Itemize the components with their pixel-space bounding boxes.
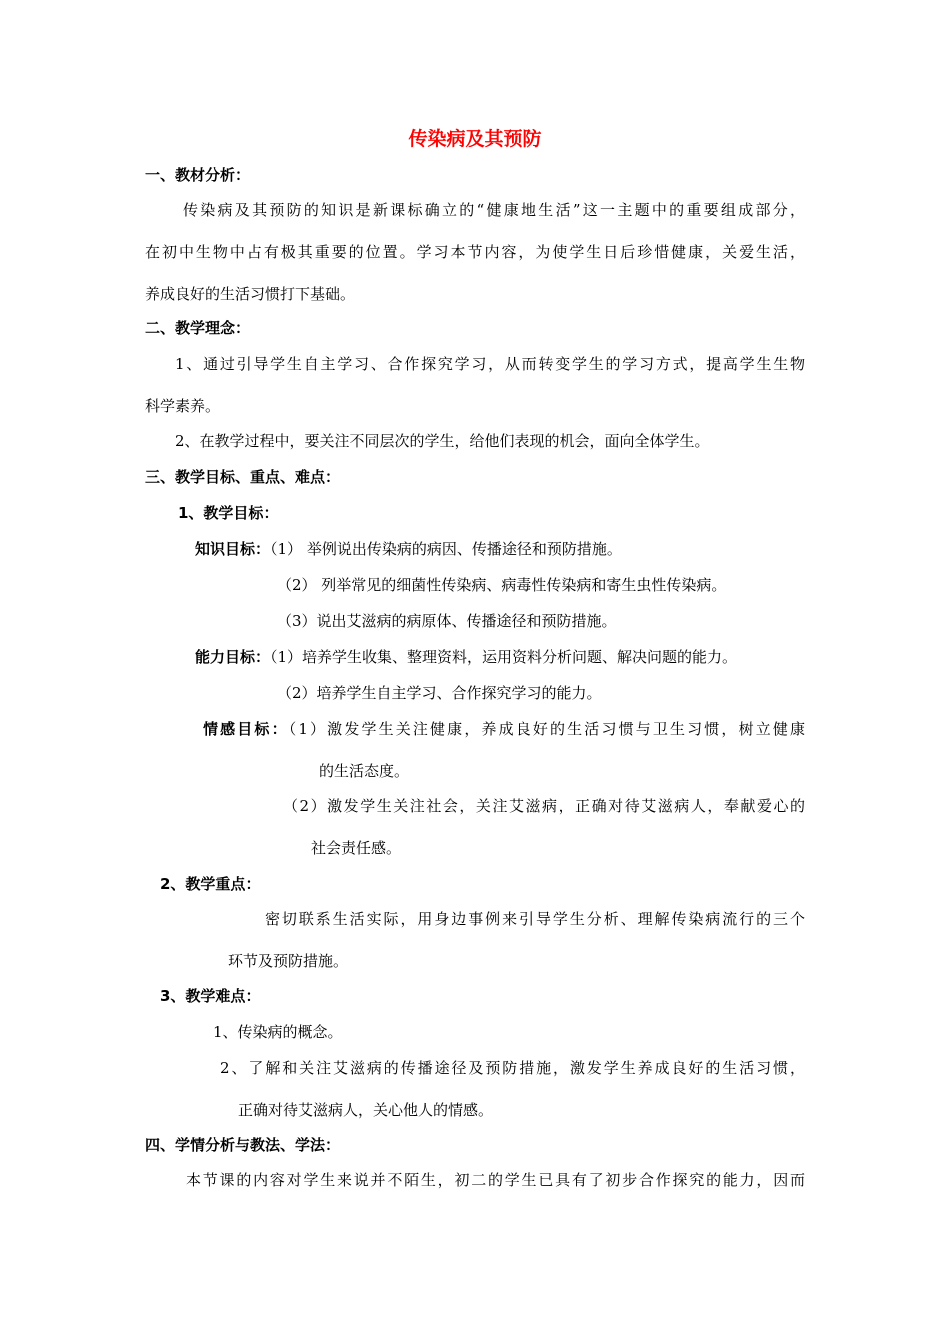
emotion-goal-label: 情感目标： bbox=[203, 720, 289, 738]
key-points-line: 环节及预防措施。 bbox=[228, 952, 349, 970]
emotion-goal-1: （1）激发学生关注健康，养成良好的生活习惯与卫生习惯，树立健康 bbox=[288, 720, 805, 738]
knowledge-goal-label: 知识目标： bbox=[195, 540, 271, 558]
section-heading-goals: 三、教学目标、重点、难点： bbox=[145, 468, 341, 486]
emotion-goal-line bbox=[203, 719, 805, 739]
paragraph-line: 2、在教学过程中，要关注不同层次的学生，给他们表现的机会，面向全体学生。 bbox=[175, 432, 710, 450]
knowledge-goal-line bbox=[195, 539, 622, 559]
knowledge-goal-1: （1） 举例说出传染病的病因、传播途径和预防措施。 bbox=[270, 540, 622, 558]
subheading-teaching-goals: 1、教学目标： bbox=[178, 504, 279, 522]
difficulty-1: 1、传染病的概念。 bbox=[213, 1023, 343, 1041]
ability-goal-1: （1）培养学生收集、整理资料，运用资料分析问题、解决问题的能力。 bbox=[270, 648, 738, 666]
key-points-line: 密切联系生活实际，用身边事例来引导学生分析、理解传染病流行的三个 bbox=[265, 910, 805, 928]
paragraph-line: 在初中生物中占有极其重要的位置。学习本节内容，为使学生日后珍惜健康，关爱生活， bbox=[145, 243, 805, 261]
document-title: 传染病及其预防 bbox=[408, 128, 542, 150]
emotion-goal-2: （2）激发学生关注社会，关注艾滋病，正确对待艾滋病人，奉献爱心的 bbox=[283, 797, 805, 815]
section-heading-learning-analysis: 四、学情分析与教法、学法： bbox=[145, 1136, 341, 1154]
emotion-goal-2-cont: 社会责任感。 bbox=[311, 839, 402, 857]
ability-goal-line bbox=[195, 647, 737, 667]
knowledge-goal-2: （2） 列举常见的细菌性传染病、病毒性传染病和寄生虫性传染病。 bbox=[277, 576, 727, 594]
paragraph-line: 养成良好的生活习惯打下基础。 bbox=[145, 285, 356, 303]
subheading-key-points: 2、教学重点： bbox=[160, 875, 261, 893]
section-heading-material-analysis: 一、教材分析： bbox=[145, 166, 251, 184]
ability-goal-label: 能力目标： bbox=[195, 648, 271, 666]
emotion-goal-1-cont: 的生活态度。 bbox=[319, 762, 410, 780]
subheading-difficulties: 3、教学难点： bbox=[160, 987, 261, 1005]
knowledge-goal-3: （3）说出艾滋病的病原体、传播途径和预防措施。 bbox=[277, 612, 617, 630]
difficulty-2-cont: 正确对待艾滋病人，关心他人的情感。 bbox=[238, 1101, 494, 1119]
section-heading-teaching-philosophy: 二、教学理念： bbox=[145, 319, 251, 337]
difficulty-2: 2、了解和关注艾滋病的传播途径及预防措施，激发学生养成良好的生活习惯， bbox=[220, 1059, 805, 1077]
paragraph-line: 传染病及其预防的知识是新课标确立的“健康地生活”这一主题中的重要组成部分， bbox=[183, 201, 805, 219]
paragraph-line: 1、通过引导学生自主学习、合作探究学习，从而转变学生的学习方式，提高学生生物 bbox=[175, 355, 805, 373]
ability-goal-2: （2）培养学生自主学习、合作探究学习的能力。 bbox=[277, 684, 602, 702]
paragraph-line: 本节课的内容对学生来说并不陌生，初二的学生已具有了初步合作探究的能力，因而 bbox=[186, 1171, 805, 1189]
paragraph-line: 科学素养。 bbox=[145, 397, 221, 415]
